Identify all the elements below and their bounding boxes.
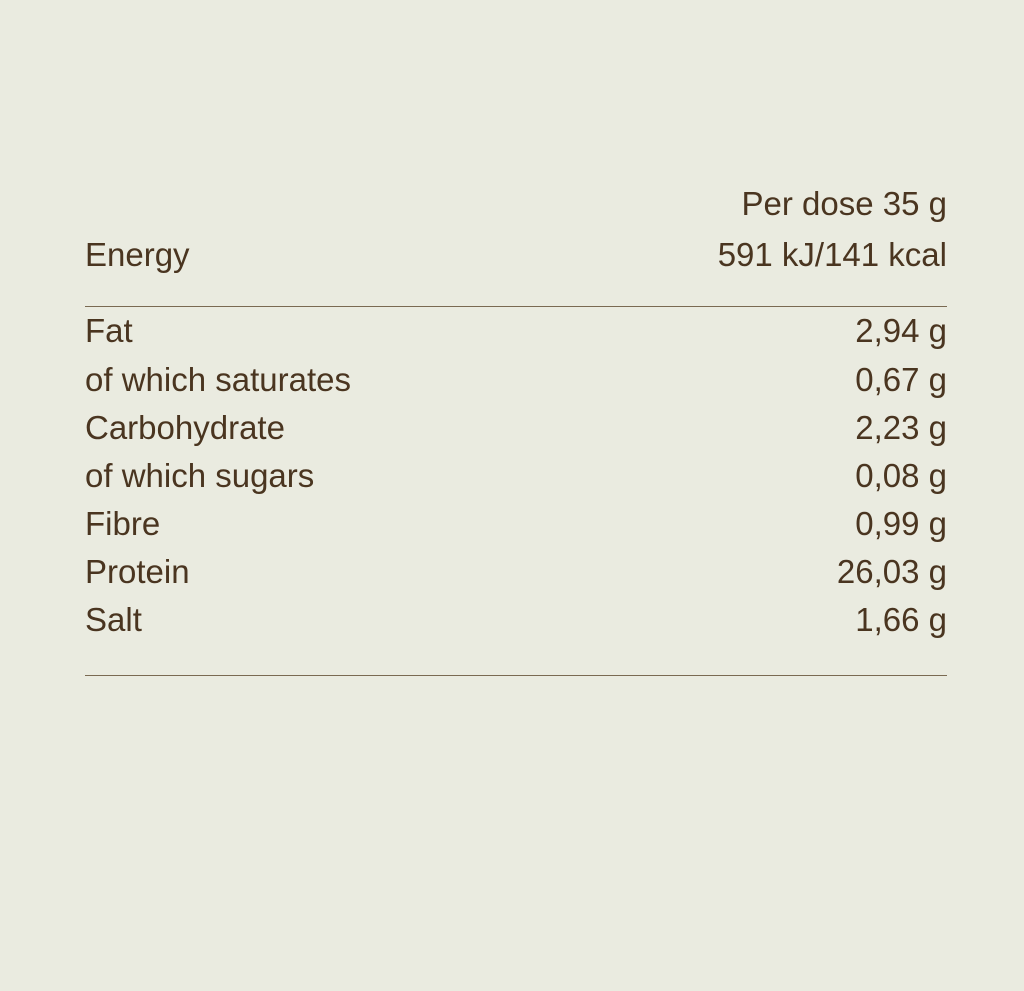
- divider-top: [85, 306, 947, 307]
- column-header-per-dose: Per dose 35 g: [741, 185, 947, 222]
- table-row: [85, 404, 947, 452]
- row-label-carbohydrate: Carbohydrate: [85, 408, 285, 446]
- table-row: [85, 231, 947, 289]
- row-value-energy: 591 kJ/141 kcal: [717, 236, 947, 274]
- spacer-cell-value: [548, 289, 947, 307]
- row-value-sugars: 0,08 g: [855, 456, 947, 494]
- header-label-empty: [85, 180, 548, 231]
- row-value-protein: 26,03 g: [836, 553, 947, 591]
- table-row: [85, 356, 947, 404]
- row-label-fat: Fat: [85, 312, 133, 350]
- row-label-energy: Energy: [85, 236, 190, 274]
- row-value-salt: 1,66 g: [855, 601, 947, 639]
- row-label-saturates: of which saturates: [85, 360, 351, 398]
- table-row: [85, 548, 947, 596]
- row-value-fat: 2,94 g: [855, 312, 947, 350]
- spacer-cell-label: [85, 289, 548, 307]
- row-value-fibre: 0,99 g: [855, 505, 947, 543]
- row-value-carbohydrate: 2,23 g: [855, 408, 947, 446]
- row-spacer: [85, 289, 947, 307]
- table-row: [85, 500, 947, 548]
- row-label-protein: Protein: [85, 553, 190, 591]
- nutrition-table: [85, 180, 947, 645]
- table-header-row: [85, 180, 947, 231]
- divider-bottom: [85, 675, 947, 676]
- row-label-sugars: of which sugars: [85, 456, 315, 494]
- table-row: [85, 307, 947, 355]
- row-label-salt: Salt: [85, 601, 142, 639]
- row-value-saturates: 0,67 g: [855, 360, 947, 398]
- table-row: [85, 596, 947, 644]
- row-label-fibre: Fibre: [85, 505, 161, 543]
- table-row: [85, 452, 947, 500]
- nutrition-panel: [85, 180, 947, 645]
